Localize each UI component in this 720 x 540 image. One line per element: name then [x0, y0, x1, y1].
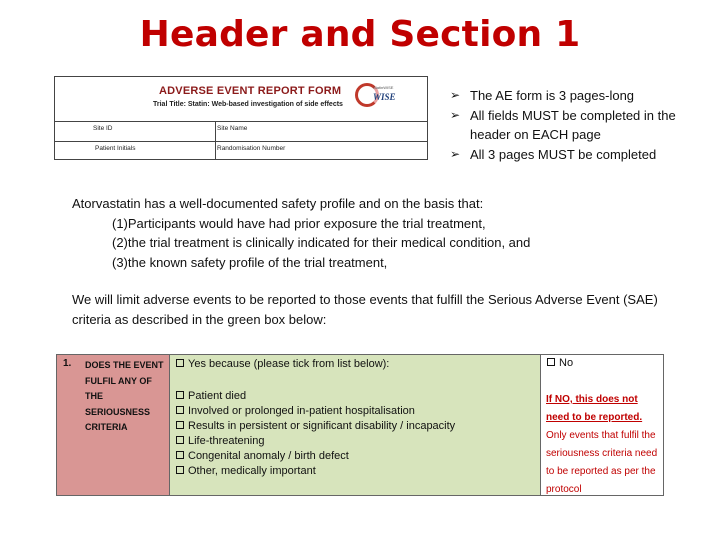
bullet-text: All fields MUST be completed in the header on EACH page	[470, 107, 676, 142]
yes-column	[170, 355, 541, 495]
rationale-item: (1)Participants would have had prior exposure the trial treatment,	[112, 215, 486, 231]
criterion-label: Patient died	[188, 390, 247, 402]
sae-criteria-table	[56, 354, 664, 496]
no-note	[546, 391, 660, 499]
yes-option[interactable]	[176, 357, 389, 371]
form-subtitle: Trial Title: Statin: Web-based investigation of side effects	[153, 101, 343, 108]
form-notes-list	[450, 86, 716, 164]
slide-title: Header and Section 1	[139, 14, 581, 55]
criterion-label: Life-threatening	[188, 435, 265, 447]
no-note-emphasis: If NO, this does not need to be reported.	[546, 394, 643, 423]
bullet-item	[450, 86, 716, 106]
rationale-item: (3)the known safety profile of the trial treatment,	[112, 254, 388, 270]
criterion-congenital[interactable]	[176, 449, 349, 463]
checkbox-icon[interactable]	[176, 451, 184, 459]
criterion-label: Other, medically important	[188, 465, 316, 477]
bullet-item	[450, 106, 716, 145]
yes-option-label: Yes because (please tick from list below):	[188, 358, 390, 370]
criterion-label: Results in persistent or significant disability / incapacity	[188, 420, 456, 432]
criterion-hospitalisation[interactable]	[176, 404, 415, 418]
question-number: 1.	[63, 358, 72, 369]
no-option[interactable]	[547, 357, 573, 369]
checkbox-icon[interactable]	[176, 406, 184, 414]
patient-initials-label: Patient Initials	[95, 145, 136, 152]
trial-logo	[355, 83, 413, 113]
checkbox-icon[interactable]	[176, 421, 184, 429]
checkbox-icon[interactable]	[176, 466, 184, 474]
bullet-text: All 3 pages MUST be completed	[470, 146, 657, 162]
criterion-patient-died[interactable]	[176, 389, 246, 403]
form-title: ADVERSE EVENT REPORT FORM	[159, 85, 342, 97]
arrow-bullet-icon: ➢	[450, 146, 461, 161]
form-header-grid	[55, 121, 427, 159]
logo-small-text: StatinWISE	[373, 85, 394, 90]
checkbox-icon[interactable]	[547, 358, 555, 366]
criterion-other[interactable]	[176, 464, 316, 478]
no-note-text: Only events that fulfil the seriousness criteria need to be reported as per the protocol	[546, 430, 658, 495]
grid-divider	[215, 122, 216, 160]
criterion-label: Involved or prolonged in-patient hospitalisation	[188, 405, 415, 417]
sae-paragraph: We will limit adverse events to be reported to those events that fulfill the Serious Adverse Event (SAE) criteria as described in the green box below:	[72, 292, 658, 327]
criterion-life-threatening[interactable]	[176, 434, 264, 448]
question-text: DOES THE EVENT FULFIL ANY OF THE SERIOUSNESS CRITERIA	[85, 360, 164, 432]
arrow-bullet-icon: ➢	[450, 88, 461, 102]
rationale-item: (2)the trial treatment is clinically indicated for their medical condition, and	[112, 235, 531, 250]
arrow-bullet-icon: ➢	[450, 107, 461, 122]
criterion-disability[interactable]	[176, 419, 455, 433]
rationale-paragraph	[72, 194, 692, 272]
bullet-text: The AE form is 3 pages-long	[470, 88, 635, 103]
no-column	[541, 355, 663, 495]
form-header-preview	[54, 76, 428, 160]
logo-text: WISE	[373, 92, 396, 102]
bullet-item	[450, 145, 716, 165]
site-name-label: Site Name	[217, 125, 248, 132]
randomisation-label: Randomisation Number	[217, 145, 286, 152]
checkbox-icon[interactable]	[176, 436, 184, 444]
grid-row-patient	[55, 141, 427, 160]
checkbox-icon[interactable]	[176, 359, 184, 367]
checkbox-icon[interactable]	[176, 391, 184, 399]
rationale-intro: Atorvastatin has a well-documented safety profile and on the basis that:	[72, 196, 484, 211]
criterion-label: Congenital anomaly / birth defect	[188, 450, 349, 462]
grid-row-site	[55, 122, 427, 141]
site-id-label: Site ID	[93, 125, 113, 132]
no-option-label: No	[559, 357, 574, 369]
question-column	[57, 355, 170, 495]
